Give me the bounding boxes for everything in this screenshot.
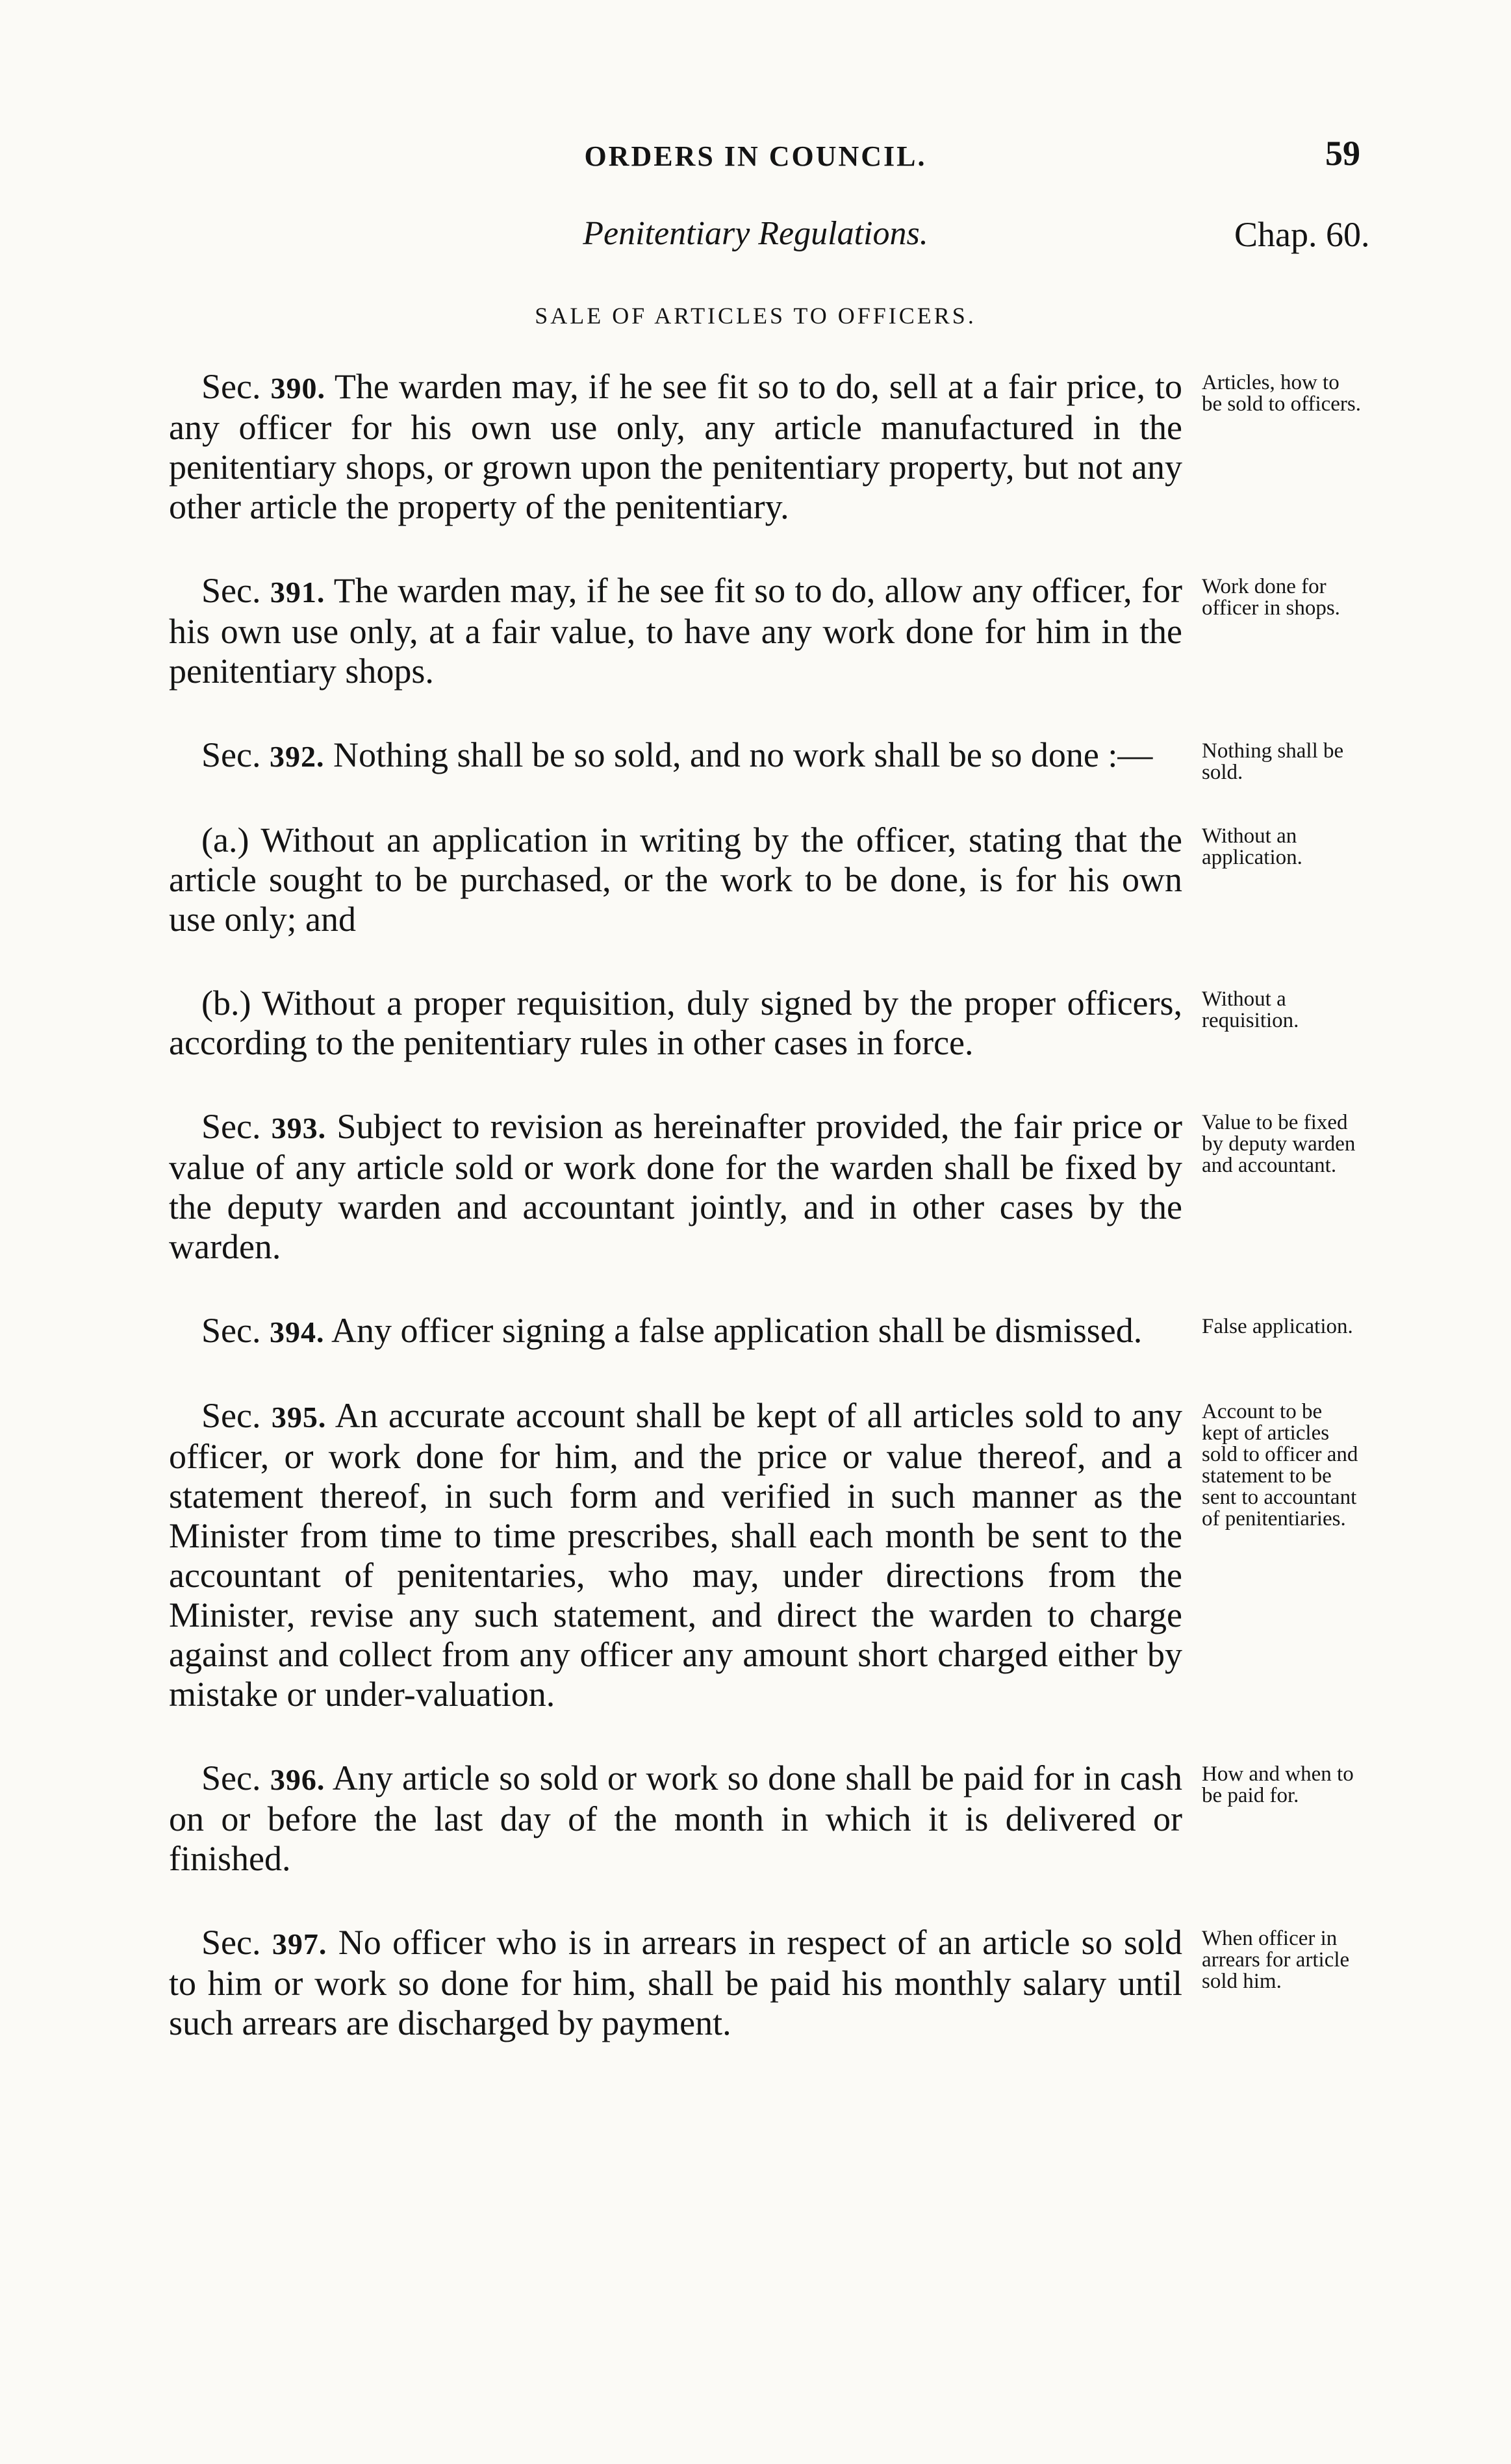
section-text: Any officer signing a false application shall be dismissed.	[324, 1311, 1143, 1350]
section-heading: SALE OF ARTICLES TO OFFICERS.	[535, 303, 976, 329]
marginal-note: Articles, how to be sold to officers.	[1202, 371, 1362, 416]
section-number: 393.	[271, 1111, 327, 1145]
clause-text: (b.) Without a proper requisition, duly signed by the proper officers, according to the penitentiary rules in other cases in force.	[169, 984, 1182, 1062]
section-prefix: Sec.	[201, 1396, 272, 1435]
section-number: 396.	[270, 1763, 325, 1796]
section-prefix: Sec.	[201, 735, 270, 774]
section-number: 391.	[270, 576, 325, 609]
section-prefix: Sec.	[201, 367, 271, 406]
section-number: 395.	[271, 1401, 327, 1434]
section-text: No officer who is in arrears in respect of an article so sold to him or work so done for him, shall be paid his monthly salary until such arrears are discharged by payment.	[169, 1923, 1182, 2042]
marginal-note: How and when to be paid for.	[1202, 1762, 1354, 1807]
section-395	[169, 1396, 1182, 1714]
section-prefix: Sec.	[201, 1107, 272, 1146]
section-text: Subject to revision as hereinafter provided, the fair price or value of any article sold or work done for the warden shall be fixed by the deputy warden and accountant jointly, and in other cases by the warden.	[169, 1107, 1182, 1266]
section-text: Nothing shall be so sold, and no work shall be so done :—	[324, 735, 1153, 774]
marginal-note: Account to be kept of articles sold to officer and statement to be sent to accountant of penitentiaries.	[1202, 1400, 1358, 1530]
marginal-note: Without a requisition.	[1202, 987, 1299, 1032]
section-392	[169, 735, 1182, 776]
chapter-label: Chap. 60.	[1234, 215, 1370, 254]
section-prefix: Sec.	[201, 1759, 270, 1797]
marginal-note: When officer in arrears for article sold him.	[1202, 1927, 1350, 1993]
section-397	[169, 1923, 1182, 2043]
clause-a	[169, 820, 1182, 939]
section-number: 392.	[269, 740, 325, 773]
main-text	[169, 367, 1182, 2043]
section-prefix: Sec.	[201, 571, 270, 610]
section-396	[169, 1759, 1182, 1879]
section-number: 394.	[269, 1315, 325, 1349]
section-393	[169, 1107, 1182, 1267]
section-text: The warden may, if he see fit so to do, sell at a fair price, to any officer for his own use only, any article manufactured in the penitentiary shops, or grown upon the penitentiary property, but not any other article the property of the penitentiary.	[169, 367, 1182, 526]
marginal-note: Without an application.	[1202, 824, 1302, 869]
page-subtitle: Penitentiary Regulations.	[583, 215, 928, 252]
section-prefix: Sec.	[201, 1923, 272, 1962]
section-394	[169, 1311, 1182, 1352]
section-text: Any article so sold or work so done shall be paid for in cash on or before the last day of the month in which it is delivered or finished.	[169, 1759, 1183, 1878]
section-number: 390.	[270, 372, 325, 405]
section-prefix: Sec.	[201, 1311, 270, 1350]
marginal-note: False application.	[1202, 1315, 1353, 1338]
section-text: The warden may, if he see fit so to do, allow any officer, for his own use only, at a fair value, to have any work done for him in the penitentiary shops.	[169, 571, 1182, 691]
section-390	[169, 367, 1182, 527]
section-text: An accurate account shall be kept of all articles sold to any officer, or work done for him, and the price or value thereof, and a statement thereof, in such form and verified in such manner as the Minister from time to time prescribes, shall each month be sent to the accountant of penitentaries, who may, under directions from the Minister, revise any such statement, and direct the warden to charge against and collect from any officer any amount short charged either by mistake or under-valuation.	[169, 1396, 1183, 1714]
marginal-note: Nothing shall be sold.	[1202, 739, 1344, 784]
marginal-note: Work done for officer in shops.	[1202, 575, 1340, 620]
section-391	[169, 571, 1182, 691]
section-number: 397.	[272, 1927, 327, 1961]
page-number: 59	[1325, 134, 1360, 173]
marginal-note: Value to be fixed by deputy warden and accountant.	[1202, 1111, 1356, 1177]
clause-text: (a.) Without an application in writing by the officer, stating that the article sought to be purchased, or the work to be done, is for his own use only; and	[169, 820, 1182, 939]
clause-b	[169, 984, 1182, 1063]
running-title: ORDERS IN COUNCIL.	[584, 140, 927, 172]
